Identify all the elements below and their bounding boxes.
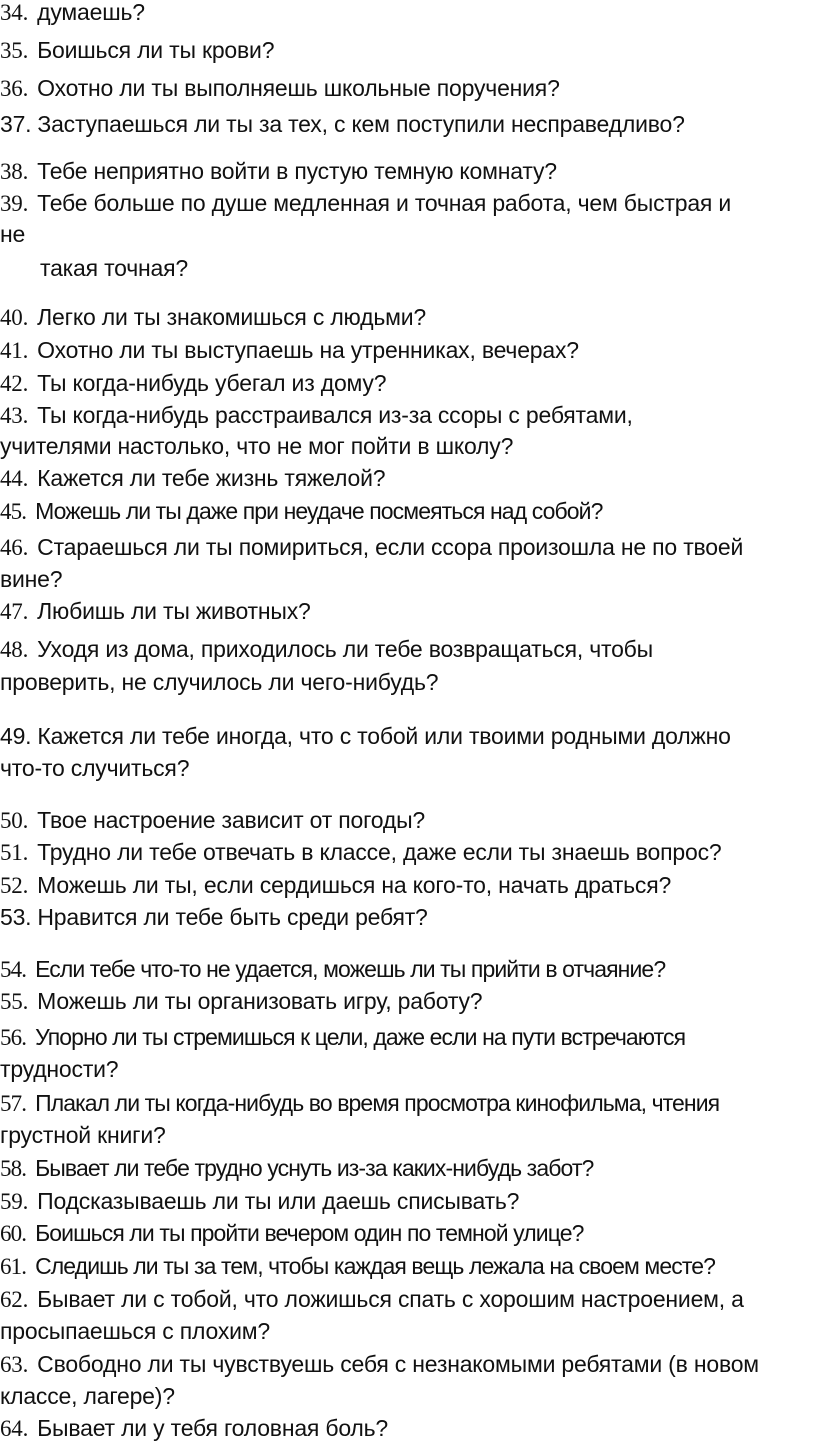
question-text: Ты когда-нибудь убегал из дому? [37, 370, 387, 396]
question-text: Охотно ли ты выступаешь на утренниках, вечерах? [37, 337, 579, 363]
question-text: Твое настроение зависит от погоды? [37, 807, 426, 833]
question-59: 59. Подсказываешь ли ты или даешь списывать? [0, 1188, 520, 1214]
question-58: 58. Бывает ли тебе трудно уснуть из-за каких-нибудь забот? [0, 1155, 594, 1181]
question-text: Если тебе что-то не удается, можешь ли ты прийти в отчаяние? [35, 956, 666, 982]
question-61: 61. Следишь ли ты за тем, чтобы каждая вещь лежала на своем месте? [0, 1253, 715, 1279]
question-text: Стараешься ли ты помириться, если ссора произошла не по твоей [37, 534, 744, 560]
question-45: 45. Можешь ли ты даже при неудаче посмеяться над собой? [0, 498, 603, 524]
question-56: 56. Упорно ли ты стремишься к цели, даже если на пути встречаются [0, 1024, 686, 1050]
question-text: Заступаешься ли ты за тех, с кем поступили несправедливо? [37, 111, 685, 137]
question-57-continuation: грустной книги? [0, 1122, 166, 1148]
question-46: 46. Стараешься ли ты помириться, если ссора произошла не по твоей [0, 534, 744, 560]
question-55: 55. Можешь ли ты организовать игру, работу? [0, 988, 483, 1014]
question-46-continuation: вине? [0, 566, 63, 592]
question-34: 34. думаешь? [0, 0, 145, 25]
question-text: Тебе больше по душе медленная и точная работа, чем быстрая и [37, 190, 732, 216]
question-text: Уходя из дома, приходилось ли тебе возвращаться, чтобы [37, 636, 653, 662]
question-41: 41. Охотно ли ты выступаешь на утренниках, вечерах? [0, 337, 579, 363]
question-56-continuation: трудности? [0, 1056, 119, 1082]
question-60: 60. Боишься ли ты пройти вечером один по темной улице? [0, 1220, 584, 1246]
question-38: 38. Тебе неприятно войти в пустую темную комнату? [0, 158, 557, 184]
question-51: 51. Трудно ли тебе отвечать в классе, даже если ты знаешь вопрос? [0, 839, 722, 865]
question-47: 47. Любишь ли ты животных? [0, 598, 311, 624]
question-text: Плакал ли ты когда-нибудь во время просмотра кинофильма, чтения [35, 1090, 720, 1116]
question-49-continuation: что-то случиться? [0, 755, 190, 781]
question-text: Тебе неприятно войти в пустую темную комнату? [37, 158, 557, 184]
question-text: Легко ли ты знакомишься с людьми? [37, 304, 426, 330]
question-42: 42. Ты когда-нибудь убегал из дому? [0, 370, 387, 396]
question-36: 36. Охотно ли ты выполняешь школьные поручения? [0, 75, 560, 101]
question-text: Нравится ли тебе быть среди ребят? [37, 904, 428, 930]
question-text: Ты когда-нибудь расстраивался из-за ссоры с ребятами, [37, 402, 633, 428]
question-37: 37. Заступаешься ли ты за тех, с кем поступили несправедливо? [0, 111, 685, 137]
question-text: Упорно ли ты стремишься к цели, даже если на пути встречаются [35, 1024, 686, 1050]
question-43-continuation: учителями настолько, что не мог пойти в школу? [0, 433, 514, 459]
question-62: 62. Бывает ли с тобой, что ложишься спать с хорошим настроением, а [0, 1286, 744, 1312]
question-text: Любишь ли ты животных? [37, 598, 311, 624]
question-text: Можешь ли ты организовать игру, работу? [37, 988, 483, 1014]
question-text: Боишься ли ты пройти вечером один по темной улице? [35, 1220, 584, 1246]
question-text: думаешь? [37, 0, 145, 25]
question-text: Свободно ли ты чувствуешь себя с незнакомыми ребятами (в новом [37, 1351, 759, 1377]
question-64: 64. Бывает ли у тебя головная боль? [0, 1415, 389, 1441]
question-48: 48. Уходя из дома, приходилось ли тебе возвращаться, чтобы [0, 636, 653, 662]
question-35: 35. Боишься ли ты крови? [0, 37, 275, 63]
question-text: Бывает ли с тобой, что ложишься спать с хорошим настроением, а [37, 1286, 744, 1312]
question-49: 49. Кажется ли тебе иногда, что с тобой или твоими родными должно [0, 723, 731, 749]
question-63-continuation: классе, лагере)? [0, 1383, 175, 1409]
question-40: 40. Легко ли ты знакомишься с людьми? [0, 304, 426, 330]
question-text: Боишься ли ты крови? [37, 37, 275, 63]
question-57: 57. Плакал ли ты когда-нибудь во время просмотра кинофильма, чтения [0, 1090, 720, 1116]
question-text: Следишь ли ты за тем, чтобы каждая вещь лежала на своем месте? [35, 1253, 715, 1279]
question-text: Бывает ли тебе трудно уснуть из-за каких-нибудь забот? [35, 1155, 594, 1181]
question-43: 43. Ты когда-нибудь расстраивался из-за ссоры с ребятами, [0, 402, 633, 428]
question-63: 63. Свободно ли ты чувствуешь себя с незнакомыми ребятами (в новом [0, 1351, 759, 1377]
question-39-continuation: не [0, 221, 26, 247]
question-text: Охотно ли ты выполняешь школьные поручения? [37, 75, 560, 101]
question-text: Подсказываешь ли ты или даешь списывать? [37, 1188, 520, 1214]
question-48-continuation: проверить, не случилось ли чего-нибудь? [0, 669, 439, 695]
question-39: 39. Тебе больше по душе медленная и точная работа, чем быстрая и [0, 190, 732, 216]
question-54: 54. Если тебе что-то не удается, можешь ли ты прийти в отчаяние? [0, 956, 666, 982]
question-text: Бывает ли у тебя головная боль? [37, 1415, 389, 1441]
question-text: Кажется ли тебе жизнь тяжелой? [37, 465, 386, 491]
question-53: 53. Нравится ли тебе быть среди ребят? [0, 904, 428, 930]
question-text: Трудно ли тебе отвечать в классе, даже если ты знаешь вопрос? [37, 839, 722, 865]
question-62-continuation: просыпаешься с плохим? [0, 1318, 270, 1344]
question-44: 44. Кажется ли тебе жизнь тяжелой? [0, 465, 386, 491]
question-text: Кажется ли тебе иногда, что с тобой или твоими родными должно [37, 723, 731, 749]
question-50: 50. Твое настроение зависит от погоды? [0, 807, 426, 833]
question-text: Можешь ли ты даже при неудаче посмеяться над собой? [35, 498, 603, 524]
question-52: 52. Можешь ли ты, если сердишься на кого-то, начать драться? [0, 872, 672, 898]
question-39-continuation-indent: такая точная? [40, 255, 188, 281]
question-text: Можешь ли ты, если сердишься на кого-то, начать драться? [37, 872, 672, 898]
